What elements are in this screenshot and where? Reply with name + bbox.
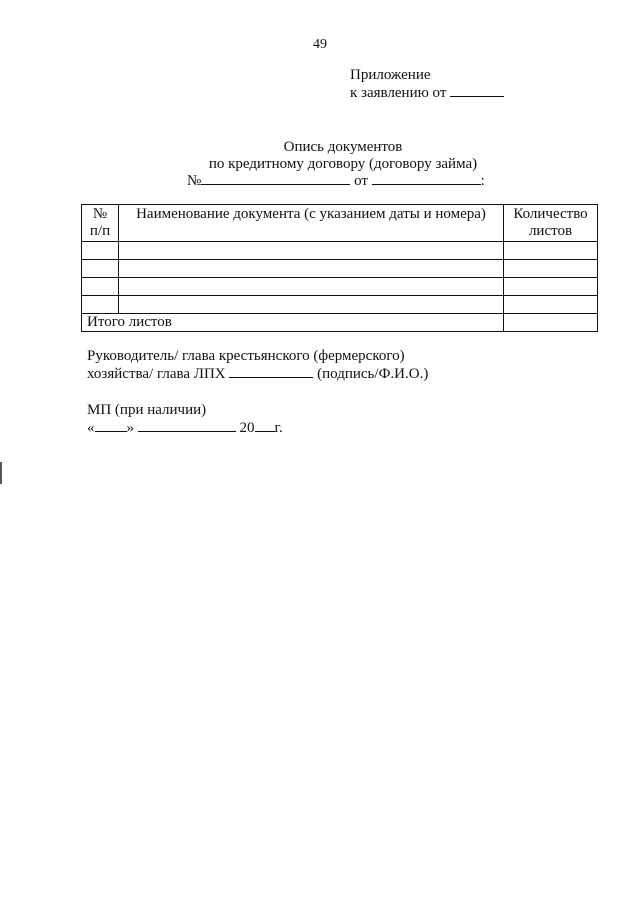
- from-word: от: [350, 173, 372, 189]
- stamp-line1: МП (при наличии): [87, 402, 207, 418]
- header-document-name: [119, 205, 504, 242]
- total-value-cell: [504, 314, 598, 332]
- open-quote: «: [87, 420, 95, 436]
- table-total-row: [82, 314, 598, 332]
- year-prefix: 20: [239, 420, 255, 436]
- table-cell: [119, 278, 504, 296]
- appendix-date-blank: [450, 84, 504, 97]
- number-sign: №: [187, 173, 202, 189]
- day-blank: [95, 419, 127, 432]
- table-cell: [504, 278, 598, 296]
- signature-blank: [229, 365, 313, 378]
- table-cell: [504, 242, 598, 260]
- contract-date-blank: [372, 172, 481, 185]
- table-cell: [82, 242, 119, 260]
- colon: :: [480, 173, 485, 189]
- appendix-line2: [350, 84, 504, 102]
- signature-line2-suffix: (подпись/Ф.И.О.): [313, 366, 429, 382]
- table-cell: [119, 242, 504, 260]
- table-cell: [82, 278, 119, 296]
- table-cell: [504, 260, 598, 278]
- documents-table: [81, 204, 598, 332]
- header-sheet-count: [504, 205, 598, 242]
- header-sheet-count-line2: листов: [528, 223, 573, 239]
- table-cell: [119, 260, 504, 278]
- header-number-line1: №: [92, 206, 108, 222]
- table-header-row: [82, 205, 598, 242]
- close-quote: »: [126, 420, 134, 436]
- appendix-note: [350, 66, 504, 102]
- header-sheet-count-line1: Количество: [513, 206, 588, 222]
- scan-edge-mark: [0, 462, 2, 484]
- signature-line1: Руководитель/ глава крестьянского (фермерского): [87, 348, 405, 364]
- page-number: 49: [313, 37, 327, 52]
- total-label: Итого листов: [82, 314, 504, 332]
- month-blank: [138, 419, 236, 432]
- table-cell: [504, 296, 598, 314]
- document-title-line2: по кредитному договору (договору займа): [208, 156, 478, 172]
- table-cell: [82, 260, 119, 278]
- signature-block: [87, 347, 428, 383]
- date-line: [87, 419, 283, 437]
- contract-number-line: [187, 172, 485, 190]
- header-number: [82, 205, 119, 242]
- signature-line2-prefix: хозяйства/ глава ЛПХ: [87, 366, 230, 382]
- table-row: [82, 260, 598, 278]
- table-row: [82, 278, 598, 296]
- header-document-name-text: Наименование документа (с указанием даты и номера): [136, 206, 486, 222]
- table-cell: [119, 296, 504, 314]
- table-row: [82, 242, 598, 260]
- contract-number-blank: [201, 172, 350, 185]
- table-cell: [82, 296, 119, 314]
- signature-line2: [87, 365, 428, 383]
- header-number-line2: п/п: [89, 223, 111, 239]
- document-title: [0, 139, 640, 173]
- stamp-block: [87, 401, 283, 437]
- table-row: [82, 296, 598, 314]
- appendix-line1: Приложение: [350, 67, 431, 83]
- appendix-line2-text: к заявлению от: [350, 85, 451, 101]
- year-suffix: г.: [274, 420, 283, 436]
- year-blank: [255, 419, 275, 432]
- document-title-line1: Опись документов: [283, 139, 403, 155]
